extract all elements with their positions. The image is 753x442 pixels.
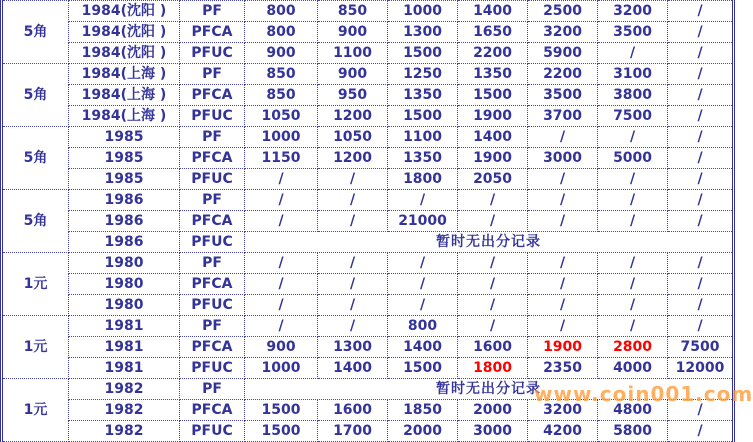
price-cell: /: [318, 190, 388, 211]
price-cell: /: [388, 253, 458, 274]
price-cell: 4000: [598, 358, 668, 379]
price-cell: /: [388, 274, 458, 295]
price-cell: 4800: [598, 400, 668, 421]
price-cell: 1100: [388, 127, 458, 148]
price-cell: /: [668, 106, 734, 127]
price-cell: 1900: [528, 337, 598, 358]
price-cell: 1050: [318, 127, 388, 148]
grade-type-cell: PFCA: [180, 22, 245, 43]
price-cell: 5800: [598, 421, 668, 442]
price-cell: /: [668, 85, 734, 106]
year-cell: 1980: [68, 253, 179, 274]
price-cell: 1600: [458, 337, 528, 358]
price-cell: /: [598, 127, 668, 148]
price-cell: 2350: [528, 358, 598, 379]
price-cell: /: [598, 253, 668, 274]
year-cell: 1982: [68, 421, 179, 442]
year-cell: 1981: [68, 358, 179, 379]
price-cell: 1400: [458, 1, 528, 22]
denomination-cell: 1元: [2, 253, 69, 316]
price-cell: 850: [244, 85, 317, 106]
price-cell: 900: [244, 43, 317, 64]
no-record-note-cell: 暂时无出分记录: [244, 232, 733, 253]
grade-type-cell: PF: [180, 316, 245, 337]
grade-type-cell: PFCA: [180, 148, 245, 169]
price-cell: /: [528, 190, 598, 211]
price-table-body: [2, 1, 734, 442]
year-cell: 1985: [68, 169, 179, 190]
year-cell: 1986: [68, 211, 179, 232]
price-cell: /: [668, 295, 734, 316]
price-cell: /: [318, 274, 388, 295]
price-cell: /: [598, 316, 668, 337]
price-cell: 5000: [598, 148, 668, 169]
year-cell: 1982: [68, 379, 179, 400]
table-row: [2, 295, 734, 316]
grade-type-cell: PF: [180, 64, 245, 85]
price-cell: 1200: [318, 148, 388, 169]
price-cell: 1500: [388, 106, 458, 127]
price-cell: 2800: [598, 337, 668, 358]
denomination-cell: 1元: [2, 379, 69, 442]
price-cell: /: [598, 295, 668, 316]
table-row: [2, 379, 734, 400]
price-cell: 2000: [458, 400, 528, 421]
year-cell: 1985: [68, 148, 179, 169]
price-cell: 3100: [598, 64, 668, 85]
price-cell: /: [318, 316, 388, 337]
price-cell: /: [668, 127, 734, 148]
price-cell: 1350: [458, 64, 528, 85]
table-row: [2, 148, 734, 169]
year-cell: 1980: [68, 274, 179, 295]
price-cell: 2500: [528, 1, 598, 22]
price-cell: /: [244, 190, 317, 211]
price-cell: 3700: [528, 106, 598, 127]
price-cell: 1050: [244, 106, 317, 127]
grade-type-cell: PFCA: [180, 337, 245, 358]
year-cell: 1980: [68, 295, 179, 316]
year-cell: 1984(沈阳 ): [68, 1, 179, 22]
denomination-cell: 1元: [2, 316, 69, 379]
price-cell: 900: [244, 337, 317, 358]
price-cell: 2000: [388, 421, 458, 442]
year-cell: 1982: [68, 400, 179, 421]
price-cell: 3800: [598, 85, 668, 106]
price-cell: /: [668, 421, 734, 442]
price-cell: /: [458, 316, 528, 337]
price-cell: 21000: [388, 211, 458, 232]
table-row: [2, 232, 734, 253]
price-cell: /: [528, 169, 598, 190]
table-row: [2, 337, 734, 358]
price-cell: 1500: [458, 85, 528, 106]
price-cell: /: [318, 295, 388, 316]
price-cell: 1000: [244, 127, 317, 148]
price-cell: 1000: [244, 358, 317, 379]
price-cell: 3200: [528, 22, 598, 43]
price-cell: /: [668, 148, 734, 169]
price-cell: 1500: [388, 43, 458, 64]
grade-type-cell: PF: [180, 253, 245, 274]
table-row: [2, 43, 734, 64]
table-row: [2, 400, 734, 421]
price-cell: 1400: [458, 127, 528, 148]
table-row: [2, 211, 734, 232]
price-cell: /: [458, 295, 528, 316]
table-row: [2, 169, 734, 190]
price-cell: 12000: [668, 358, 734, 379]
price-cell: 3200: [598, 1, 668, 22]
grade-type-cell: PF: [180, 379, 245, 400]
price-cell: /: [598, 274, 668, 295]
year-cell: 1981: [68, 316, 179, 337]
table-row: [2, 274, 734, 295]
price-cell: /: [668, 190, 734, 211]
price-cell: 1100: [318, 43, 388, 64]
table-row: [2, 127, 734, 148]
price-cell: /: [388, 295, 458, 316]
price-cell: 1800: [458, 358, 528, 379]
denomination-cell: 5角: [2, 127, 69, 190]
price-cell: 1300: [318, 337, 388, 358]
price-cell: /: [318, 253, 388, 274]
price-cell: /: [528, 211, 598, 232]
price-cell: 7500: [668, 337, 734, 358]
price-cell: /: [528, 295, 598, 316]
price-cell: /: [388, 190, 458, 211]
price-cell: 1600: [318, 400, 388, 421]
price-cell: 800: [244, 1, 317, 22]
no-record-note-cell: 暂时无出分记录: [244, 379, 733, 400]
price-cell: /: [668, 316, 734, 337]
price-cell: /: [318, 169, 388, 190]
price-cell: 1900: [458, 148, 528, 169]
year-cell: 1981: [68, 337, 179, 358]
table-row: [2, 64, 734, 85]
price-cell: 800: [388, 316, 458, 337]
grade-type-cell: PFUC: [180, 106, 245, 127]
grade-type-cell: PFCA: [180, 400, 245, 421]
grade-type-cell: PFCA: [180, 274, 245, 295]
year-cell: 1986: [68, 190, 179, 211]
price-cell: 850: [244, 64, 317, 85]
year-cell: 1985: [68, 127, 179, 148]
price-cell: 1800: [388, 169, 458, 190]
grade-type-cell: PFUC: [180, 358, 245, 379]
price-cell: 1500: [388, 358, 458, 379]
year-cell: 1984(沈阳 ): [68, 43, 179, 64]
table-row: [2, 190, 734, 211]
price-cell: 1300: [388, 22, 458, 43]
price-cell: 1500: [244, 400, 317, 421]
price-cell: 1200: [318, 106, 388, 127]
table-row: [2, 22, 734, 43]
table-row: [2, 85, 734, 106]
grade-type-cell: PF: [180, 190, 245, 211]
price-cell: /: [458, 190, 528, 211]
grade-type-cell: PFUC: [180, 421, 245, 442]
price-cell: 950: [318, 85, 388, 106]
price-cell: 850: [318, 1, 388, 22]
price-cell: 1400: [318, 358, 388, 379]
denomination-cell: 5角: [2, 64, 69, 127]
price-cell: /: [458, 274, 528, 295]
watermark: www.coin001.com: [534, 382, 753, 406]
price-cell: 1250: [388, 64, 458, 85]
price-cell: 3500: [598, 22, 668, 43]
grade-type-cell: PFUC: [180, 232, 245, 253]
price-cell: /: [528, 253, 598, 274]
price-cell: /: [598, 190, 668, 211]
denomination-cell: 5角: [2, 190, 69, 253]
price-cell: /: [668, 22, 734, 43]
price-cell: /: [668, 400, 734, 421]
price-cell: /: [668, 43, 734, 64]
price-cell: 1700: [318, 421, 388, 442]
table-row: [2, 316, 734, 337]
price-cell: /: [598, 169, 668, 190]
price-cell: 7500: [598, 106, 668, 127]
price-cell: 4200: [528, 421, 598, 442]
price-cell: /: [598, 43, 668, 64]
price-cell: /: [244, 253, 317, 274]
year-cell: 1984(沈阳 ): [68, 22, 179, 43]
price-cell: /: [598, 211, 668, 232]
price-cell: 1000: [388, 1, 458, 22]
price-cell: /: [244, 295, 317, 316]
price-cell: 2050: [458, 169, 528, 190]
price-cell: 3500: [528, 85, 598, 106]
price-cell: /: [528, 274, 598, 295]
price-cell: 800: [244, 22, 317, 43]
year-cell: 1984(上海 ): [68, 64, 179, 85]
price-cell: /: [244, 274, 317, 295]
price-cell: /: [458, 253, 528, 274]
grade-type-cell: PFUC: [180, 295, 245, 316]
price-cell: 900: [318, 22, 388, 43]
grade-type-cell: PFCA: [180, 211, 245, 232]
year-cell: 1984(上海 ): [68, 85, 179, 106]
year-cell: 1984(上海 ): [68, 106, 179, 127]
grade-type-cell: PFUC: [180, 43, 245, 64]
price-cell: 2200: [458, 43, 528, 64]
grade-type-cell: PF: [180, 1, 245, 22]
price-cell: 3000: [458, 421, 528, 442]
price-cell: 1150: [244, 148, 317, 169]
price-cell: 1400: [388, 337, 458, 358]
table-row: [2, 421, 734, 442]
price-cell: 3200: [528, 400, 598, 421]
price-cell: /: [528, 127, 598, 148]
price-cell: /: [668, 253, 734, 274]
price-cell: 1350: [388, 85, 458, 106]
price-cell: /: [318, 211, 388, 232]
price-cell: /: [668, 64, 734, 85]
grade-type-cell: PFCA: [180, 85, 245, 106]
price-cell: /: [244, 316, 317, 337]
price-cell: /: [668, 169, 734, 190]
price-cell: /: [458, 211, 528, 232]
grade-type-cell: PF: [180, 127, 245, 148]
price-cell: /: [668, 274, 734, 295]
year-cell: 1986: [68, 232, 179, 253]
price-cell: /: [668, 211, 734, 232]
denomination-cell: 5角: [2, 1, 69, 64]
price-cell: 1900: [458, 106, 528, 127]
table-row: [2, 106, 734, 127]
price-cell: 5900: [528, 43, 598, 64]
table-row: [2, 358, 734, 379]
price-cell: 3000: [528, 148, 598, 169]
price-cell: /: [244, 211, 317, 232]
price-cell: 2200: [528, 64, 598, 85]
price-cell: 1500: [244, 421, 317, 442]
price-cell: 1350: [388, 148, 458, 169]
grade-type-cell: PFUC: [180, 169, 245, 190]
price-cell: 1850: [388, 400, 458, 421]
table-row: [2, 253, 734, 274]
price-cell: /: [528, 316, 598, 337]
price-cell: 1650: [458, 22, 528, 43]
table-row: [2, 1, 734, 22]
price-cell: /: [668, 1, 734, 22]
price-cell: /: [244, 169, 317, 190]
price-cell: 900: [318, 64, 388, 85]
